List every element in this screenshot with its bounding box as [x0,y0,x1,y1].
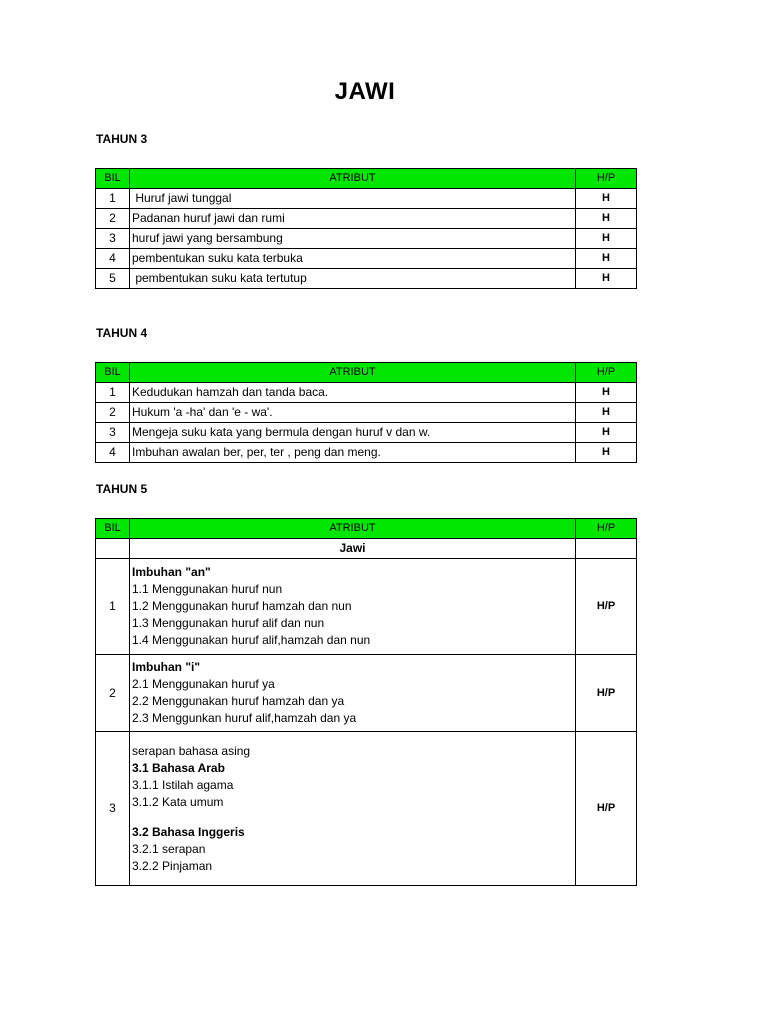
header-bil: BIL [96,519,130,539]
row-line: 3.1.1 Istilah agama [132,777,234,792]
header-bil: BIL [96,363,130,383]
row-hp: H [576,443,637,463]
spacer [132,811,573,824]
row-line: 1.2 Menggunakan huruf hamzah dan nun [132,599,352,613]
table-header-row [96,519,637,539]
header-atribut: ATRIBUT [130,363,576,383]
page-title: JAWI [334,78,396,105]
table-tahun-3 [95,168,637,289]
row-hp: H [576,229,637,249]
row-atribut [130,655,576,732]
row-line: 1.1 Menggunakan huruf nun [132,582,283,596]
row-atribut: Imbuhan awalan ber, per, ter , peng dan meng. [130,443,576,463]
row-atribut: huruf jawi yang bersambung [130,229,576,249]
row-line: 3.2.2 Pinjaman [132,858,213,873]
table-header-row [96,363,637,383]
row-subheading: 3.2 Bahasa Inggeris [132,824,245,839]
row-line: 2.1 Menggunakan huruf ya [132,677,275,691]
header-hp: H/P [576,363,637,383]
row-bil: 5 [96,269,130,289]
row-hp: H [576,189,637,209]
subheading-jawi: Jawi [130,539,576,559]
row-bil: 1 [96,383,130,403]
row-atribut: pembentukan suku kata terbuka [130,249,576,269]
section-label-tahun-4: TAHUN 4 [96,326,148,340]
row-heading: serapan bahasa asing [132,743,251,758]
header-atribut: ATRIBUT [130,169,576,189]
row-hp: H/P [576,559,637,655]
row-heading: Imbuhan "an" [132,565,211,579]
row-subheading: 3.1 Bahasa Arab [132,760,225,775]
row-line: 2.2 Menggunakan huruf hamzah dan ya [132,694,345,708]
row-bil: 2 [96,655,130,732]
subheading-row [96,539,637,559]
row-atribut: pembentukan suku kata tertutup [130,269,576,289]
row-bil: 4 [96,443,130,463]
row-bil: 4 [96,249,130,269]
row-bil: 1 [96,559,130,655]
row-bil: 3 [96,229,130,249]
row-line: 3.2.1 serapan [132,841,206,856]
row-bil: 3 [96,423,130,443]
row-hp: H [576,209,637,229]
row-hp: H [576,383,637,403]
empty-cell [576,539,637,559]
table-row [96,559,637,655]
empty-cell [96,539,130,559]
row-atribut: Huruf jawi tunggal [130,189,576,209]
table-row [96,443,637,463]
row-hp: H [576,423,637,443]
header-atribut: ATRIBUT [130,519,576,539]
table-row [96,189,637,209]
row-atribut: Hukum 'a -ha' dan 'e - wa'. [130,403,576,423]
row-atribut [130,559,576,655]
table-row [96,229,637,249]
table-row [96,269,637,289]
row-line: 3.1.2 Kata umum [132,794,224,809]
row-hp: H [576,249,637,269]
header-hp: H/P [576,519,637,539]
row-atribut [130,732,576,886]
row-atribut: Kedudukan hamzah dan tanda baca. [130,383,576,403]
table-row [96,732,637,886]
row-hp: H/P [576,655,637,732]
table-header-row [96,169,637,189]
row-atribut: Padanan huruf jawi dan rumi [130,209,576,229]
table-row [96,249,637,269]
table-row [96,209,637,229]
section-label-tahun-3: TAHUN 3 [96,132,148,146]
table-row [96,383,637,403]
table-row [96,403,637,423]
row-line: 1.3 Menggunakan huruf alif dan nun [132,616,325,630]
row-line: 1.4 Menggunakan huruf alif,hamzah dan nun [132,633,371,647]
row-bil: 2 [96,403,130,423]
row-hp: H [576,269,637,289]
table-tahun-4 [95,362,637,463]
row-bil: 2 [96,209,130,229]
header-hp: H/P [576,169,637,189]
row-atribut: Mengeja suku kata yang bermula dengan huruf v dan w. [130,423,576,443]
row-hp: H [576,403,637,423]
table-row [96,655,637,732]
table-tahun-5 [95,518,637,886]
row-bil: 1 [96,189,130,209]
row-heading: Imbuhan "i" [132,660,201,674]
section-label-tahun-5: TAHUN 5 [96,482,148,496]
row-bil: 3 [96,732,130,886]
table-row [96,423,637,443]
row-hp: H/P [576,732,637,886]
row-line: 2.3 Menggunkan huruf alif,hamzah dan ya [132,711,357,725]
header-bil: BIL [96,169,130,189]
